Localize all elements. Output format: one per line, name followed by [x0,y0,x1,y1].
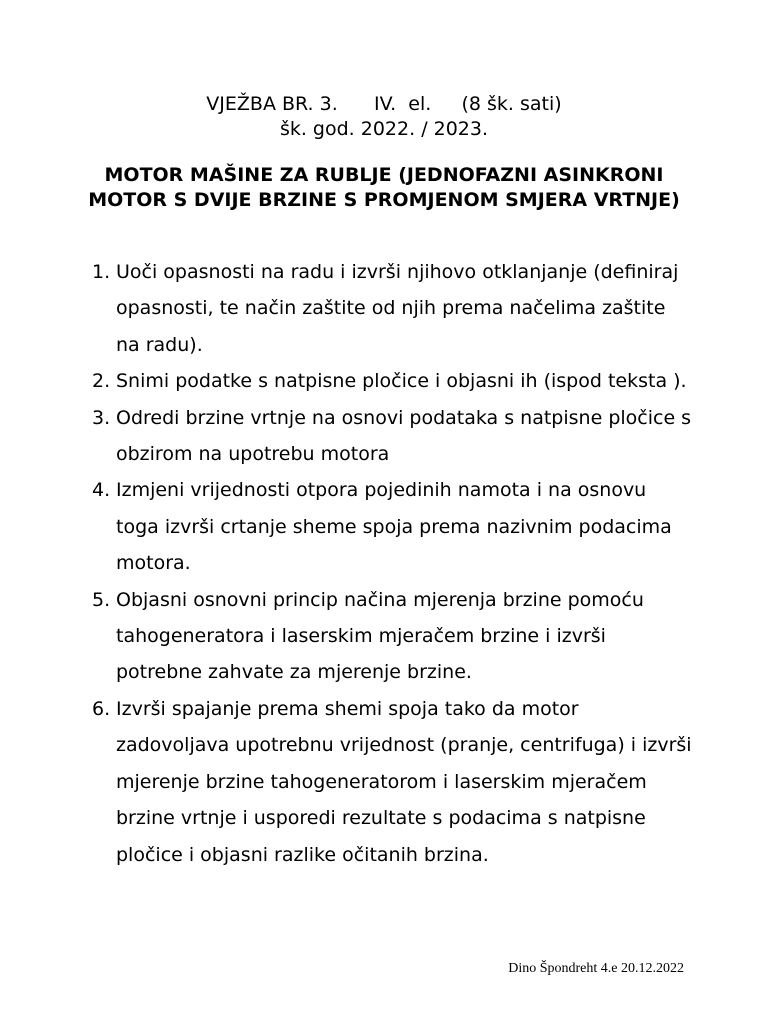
task-list [92,254,692,873]
document-title: MOTOR MAŠINE ZA RUBLJE (JEDNOFAZNI ASINKRONI MOTOR S DVIJE BRZINE S PROMJENOM SMJERA VRTNJE) [88,164,680,211]
exercise-header: VJEŽBA BR. 3. IV. el. (8 šk. sati) [206,93,562,115]
task-item-2 [92,363,692,399]
task-text: Izmjeni vrijednosti otpora pojedinih namota i na osnovu toga izvrši crtanje sheme spoja prema nazivnim podacima motora. [116,479,672,575]
task-text: Uoči opasnosti na radu i izvrši njihovo otklanjanje (definiraj opasnosti, te način zaštite od njih prema načelima zaštite na radu). [116,261,679,356]
task-number: 4. [92,479,111,502]
task-item-3 [92,400,692,473]
task-text: Snimi podatke s natpisne pločice i objasni ih (ispod teksta ). [116,370,687,393]
task-item-1 [92,254,692,363]
task-text: Izvrši spajanje prema shemi spoja tako da motor zadovoljava upotrebnu vrijednost (pranje, centrifuga) i izvrši mjerenje brzine tahogeneratorom i laserskim mjeračem brzine vrtnje i usporedi rezultate s podacima s natpisne pločice i objasni razlike očitanih brzina. [116,697,692,866]
task-item-6 [92,691,692,873]
task-number: 2. [92,370,111,393]
task-number: 6. [92,697,111,720]
task-item-5 [92,582,692,691]
task-text: Objasni osnovni princip načina mjerenja brzine pomoću tahogeneratora i laserskim mjeračem brzine i izvrši potrebne zahvate za mjerenje brzine. [116,588,644,684]
task-number: 1. [92,261,111,283]
task-number: 5. [92,588,111,611]
task-item-4 [92,472,692,581]
author-signature: Dino Špondreht 4.e 20.12.2022 [508,961,684,976]
task-number: 3. [92,406,111,429]
task-text: Odredi brzine vrtnje na osnovi podataka s natpisne pločice s obzirom na upotrebu motora [116,406,692,466]
school-year: šk. god. 2022. / 2023. [279,118,489,140]
